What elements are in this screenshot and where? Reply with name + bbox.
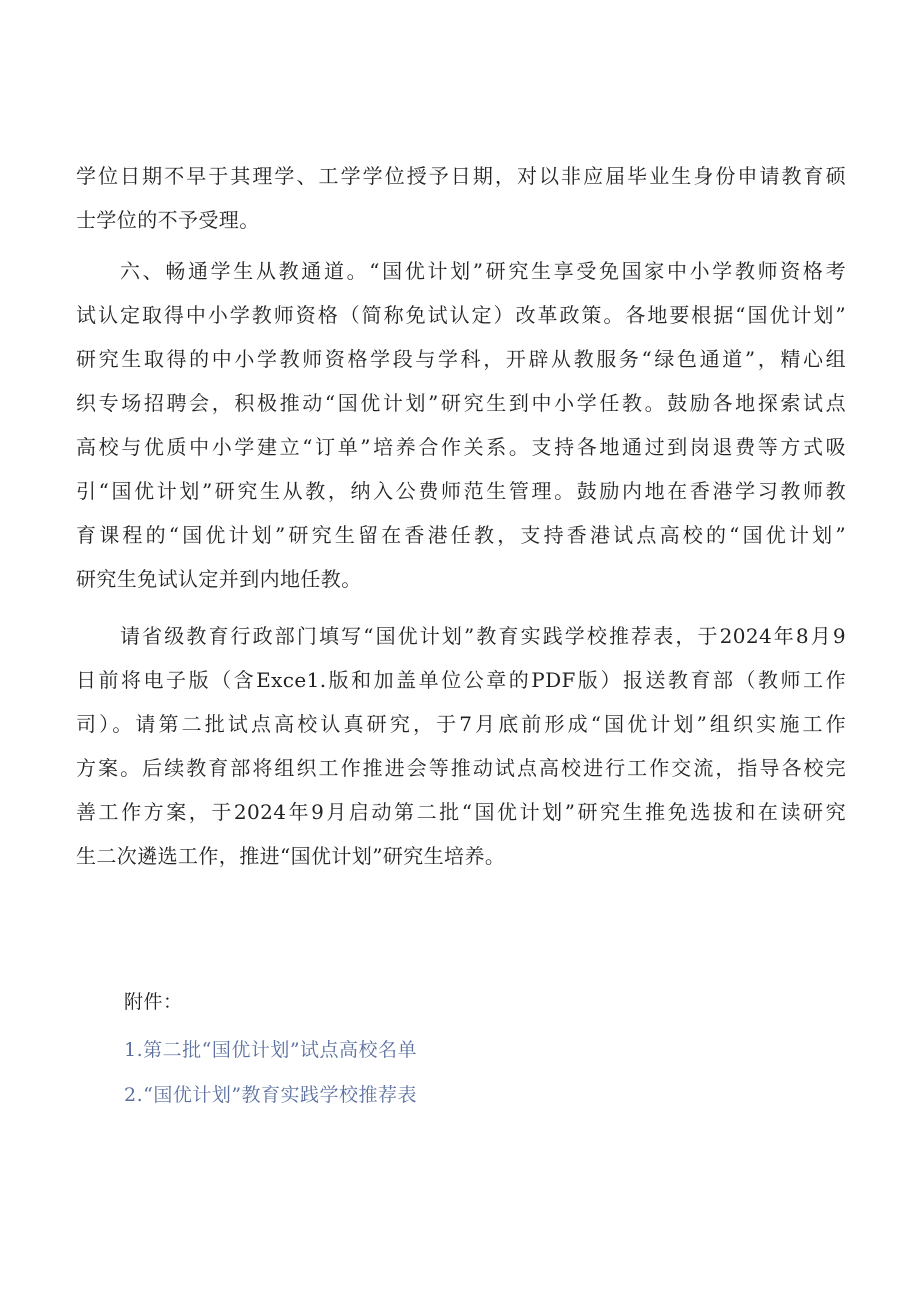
section-six-heading-line: 六、畅通学生从教通道。“国优计划”研究生享受免国家中小学教师资格考 <box>120 259 846 283</box>
paragraph-line: 善工作方案，于2024年9月启动第二批“国优计划”研究生推免选拔和在读研究 <box>76 800 846 824</box>
paragraph-line: 学位日期不早于其理学、工学学位授予日期，对以非应届毕业生身份申请教育硕 <box>76 164 846 188</box>
paragraph-line: 方案。后续教育部将组织工作推进会等推动试点高校进行工作交流，指导各校完 <box>76 756 846 780</box>
paragraph-line: 试认定取得中小学教师资格（简称免试认定）改革政策。各地要根据“国优计划” <box>76 303 846 327</box>
paragraph-line: 高校与优质中小学建立“订单”培养合作关系。支持各地通过到岗退费等方式吸 <box>76 435 846 459</box>
attachment-link-pilot-universities-list[interactable]: 1.第二批“国优计划”试点高校名单 <box>124 1039 418 1061</box>
paragraph-line: 育课程的“国优计划”研究生留在香港任教，支持香港试点高校的“国优计划” <box>76 523 846 547</box>
attachment-link-practice-school-form[interactable]: 2.“国优计划”教育实践学校推荐表 <box>124 1084 418 1106</box>
paragraph-line: 织专场招聘会，积极推动“国优计划”研究生到中小学任教。鼓励各地探索试点 <box>76 391 846 415</box>
closing-paragraph-first-line: 请省级教育行政部门填写“国优计划”教育实践学校推荐表，于2024年8月9 <box>120 624 846 648</box>
paragraph-line: 司）。请第二批试点高校认真研究，于7月底前形成“国优计划”组织实施工作 <box>76 712 846 736</box>
paragraph-line: 研究生取得的中小学教师资格学段与学科，开辟从教服务“绿色通道”，精心组 <box>76 347 846 371</box>
paragraph-line: 生二次遴选工作，推进“国优计划”研究生培养。 <box>76 844 506 868</box>
paragraph-line: 研究生免试认定并到内地任教。 <box>76 567 362 591</box>
paragraph-line: 日前将电子版（含Exce1.版和加盖单位公章的PDF版）报送教育部（教师工作 <box>76 668 846 692</box>
paragraph-line: 士学位的不予受理。 <box>76 208 260 232</box>
paragraph-line: 引“国优计划”研究生从教，纳入公费师范生管理。鼓励内地在香港学习教师教 <box>76 479 846 503</box>
attachments-heading: 附件： <box>124 991 183 1013</box>
